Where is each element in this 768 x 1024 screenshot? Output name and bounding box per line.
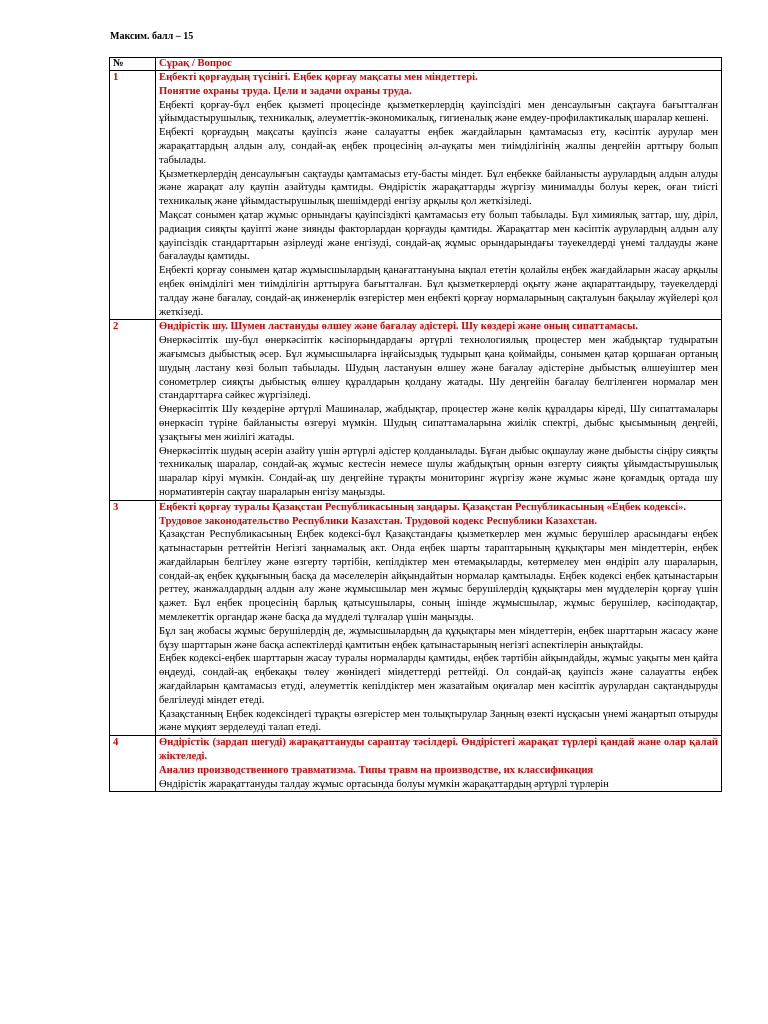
answer-paragraph: Бұл заң жобасы жұмыс берушілердің де, жұмысшылардың да құқықтары мен міндеттерін, еңбек шарттарын жасасу және бұзу шарттарын және басқа аспектілерді қамтитын еңбек қатынастарының негізгі аспектілерін анықтайды. — [159, 625, 718, 651]
answer-paragraph: Қазақстан Республикасының Еңбек кодексі-бұл Қазақстандағы қызметкерлер мен жұмыс берушілер арасындағы еңбек қатынастарын реттейтін Негізгі заңнамалық акт. Онда еңбек шарты тараптарының құқықтары мен міндеттерін, еңбек жағдайларын белгілеу және өзгерту тәртібін, кепілдіктер мен өтемақыларды, көтермелеу мен өндіріп алу шараларын, сондай-ақ еңбек құқығының басқа да мәселелерін айқындайтын нормалар қамтылады. Еңбек кодексі еңбек қатынастарын реттеу, жанжалдардың алдын алу және жұмысшылар мен жұмыс берушілердің құқықтары мен мүдделерін қорғау үшін қажет. Бұл еңбек процесінің барлық қатысушылары, соның ішінде жұмысшылар, жұмыс берушілер, кәсіподақтар, мемлекеттік органдар және басқа да мүдделі тұлғалар үшін маңызды. — [159, 529, 718, 624]
row-number: 2 — [110, 320, 156, 500]
question-title-ru: Понятие охраны труда. Цели и задачи охраны труда. — [159, 85, 412, 97]
number-column-header: № — [110, 58, 156, 71]
question-cell — [156, 71, 722, 320]
question-title: Еңбекті қорғаудың түсінігі. Еңбек қорғау мақсаты мен міндеттері. — [159, 72, 478, 83]
answer-paragraph: Өндірістік жарақаттануды талдау жұмыс ортасында болуы мүмкін жарақаттардың әртүрлі түрлерін — [159, 778, 609, 790]
answer-paragraph: Еңбекті қорғаудың мақсаты қауіпсіз және салауатты еңбек жағдайларын қамтамасыз ету, кәсіптік аурулар мен жарақаттардың алдын алу, сондай-ақ еңбек процесінің әл-ауқаты мен тиімділігінің жалпы деңгейін арттыру болып табылады. — [159, 127, 718, 166]
answer-paragraph: Еңбек кодексі-еңбек шарттарын жасау туралы нормаларды қамтиды, еңбек тәртібін айқындайды, жұмыс уақыты мен қайта өңдеуді, сондай-ақ еңбекақы төлеу жөніндегі міндеттерді реттейді. Ол сондай-ақ қауіпсіз және салауатты еңбек жағдайларын қамтамасыз етуді, әлеуметтік кепілдіктер мен жазатайым оқиғалар мен кәсіптік аурулардан сақтандыруды белгілеуді міндет етеді. — [159, 653, 718, 706]
answer-paragraph: Еңбекті қорғау сонымен қатар жұмысшылардың қанағаттануына ықпал ететін қолайлы еңбек жағдайларын жасау арқылы еңбек өнімділігі мен тиімділігін арттыруға бағытталған. Бұл қызметкерлерді оқыту және ақпараттандыру, тәуекелдерді талдау және бағалау, сондай-ақ инженерлік өзгерістер мен еңбекті қорғау нормаларының сақталуын бақылау жүйелері қол жеткізеді. — [159, 265, 718, 318]
question-title-ru: Трудовое законодательство Республики Казахстан. Трудовой кодекс Республики Казахстан. — [159, 515, 598, 527]
table-row — [110, 71, 722, 320]
question-title: Өндірістік (зардап шегуді) жарақаттануды сараптау тәсілдері. Өндірістегі жарақат түрлері қандай және олар қалай жіктеледі. — [159, 737, 718, 763]
table-row — [110, 736, 722, 792]
table-row — [110, 500, 722, 736]
max-score-label: Максим. балл – 15 — [110, 31, 194, 42]
question-cell — [156, 500, 722, 736]
row-number: 3 — [110, 500, 156, 736]
question-title: Өндірістік шу. Шумен ластануды өлшеу және бағалау әдістері. Шу көздері және оның сипаттамасы. — [159, 321, 638, 333]
row-number: 4 — [110, 736, 156, 792]
row-number: 1 — [110, 71, 156, 320]
answer-paragraph: Өнеркәсіптік шудың әсерін азайту үшін әртүрлі әдістер қолданылады. Бұған дыбыс оқшаулау және дыбысты сіңіру сияқты техникалық шаралар, сондай-ақ жұмыс кестесін немесе шулы жабдықтың орнын өзгерту сияқты ұйымдастырушылық шаралар кіруі мүмкін. Сондай-ақ шу деңгейіне тұрақты мониторинг жүргізу және жұмыс және қоғамдық ортада шу нормативтерін сақтау шараларын енгізу маңызды. — [159, 445, 718, 498]
answer-paragraph: Қазақстанның Еңбек кодексіндегі тұрақты өзгерістер мен толықтырулар Заңның өзекті нұсқасын үнемі жаңартып отыруды және мұқият зерделеуді талап етеді. — [159, 708, 718, 734]
question-cell — [156, 320, 722, 500]
table-row — [110, 320, 722, 500]
table-header-row — [110, 58, 722, 71]
answer-paragraph: Мақсат сонымен қатар жұмыс орнындағы қауіпсіздікті қамтамасыз ету болып табылады. Бұл химиялық заттар, шу, діріл, радиация сияқты қауіпті және зиянды факторлардан қорғауды қамтиды. Жарақаттар мен кәсіптік аурулардың алдын алу қауіпсіздік стандарттарын әзірлеуді және енгізуді, сондай-ақ жұмыс орындарындағы тәуекелдерді үнемі талдауды және бағалауды қамтиды. — [159, 209, 718, 263]
answer-paragraph: Өнеркәсіптік шу-бұл өнеркәсіптік кәсіпорындардағы әртүрлі технологиялық процестер мен жабдықтар тудыратын жағымсыз дыбыстық әсер. Бұл жұмысшыларға іңғайсыздық тудырып қана қоймайды, сонымен қатар қоршаған ортаның шудың ластану көзі болып табылады. Шудың ластануын өлшеу және бағалау әдістеріне дыбыстық өлшеуіштер мен сонометрлер сияқты дыбыстық өлшеу құралдарын қолдану жатады. Шу деңгейін бағалау белгіленген нормалар мен стандарттарға сәйкес жүргізіледі. — [159, 335, 718, 402]
answer-paragraph: Еңбекті қорғау-бұл еңбек қызметі процесінде қызметкерлердің қауіпсіздігі мен денсаулығын сақтауға бағытталған ұйымдастырушылық, техникалық, әлеуметтік-экономикалық, гигиеналық және емдеу-профилактикалық шаралар кешені. — [159, 99, 718, 125]
answer-paragraph: Қызметкерлердің денсаулығын сақтауды қамтамасыз ету-басты міндет. Бұл еңбекке байланысты аурулардың алдын алуды және жарақат алу қаупін азайтуды қамтиды. Өндірістік жарақаттарды жүргізу минималды болуы керек, оған тиісті техникалық және ұйымдастырушылық шешімдерді енгізу арқылы қол жеткізіледі. — [159, 168, 718, 208]
question-title-ru: Анализ производственного травматизма. Типы травм на производстве, их классификация — [159, 764, 594, 776]
question-column-header: Сұрақ / Вопрос — [156, 58, 722, 71]
question-cell — [156, 736, 722, 792]
question-title: Еңбекті қорғау туралы Қазақстан Республикасының заңдары. Қазақстан Республикасының «Еңбек кодексі». — [159, 501, 687, 513]
answer-paragraph: Өнеркәсіптік Шу көздеріне әртүрлі Машиналар, жабдықтар, процестер және көлік құралдары кіреді, Шу сипаттамалары өнеркәсіп түріне байланысты өзгеруі мүмкін. Шудың сипаттамаларына жиілік спектрі, дыбыс қысымының деңгейі, ұзақтығы мен жиілігі жатады. — [159, 404, 718, 443]
questions-table — [109, 57, 722, 792]
